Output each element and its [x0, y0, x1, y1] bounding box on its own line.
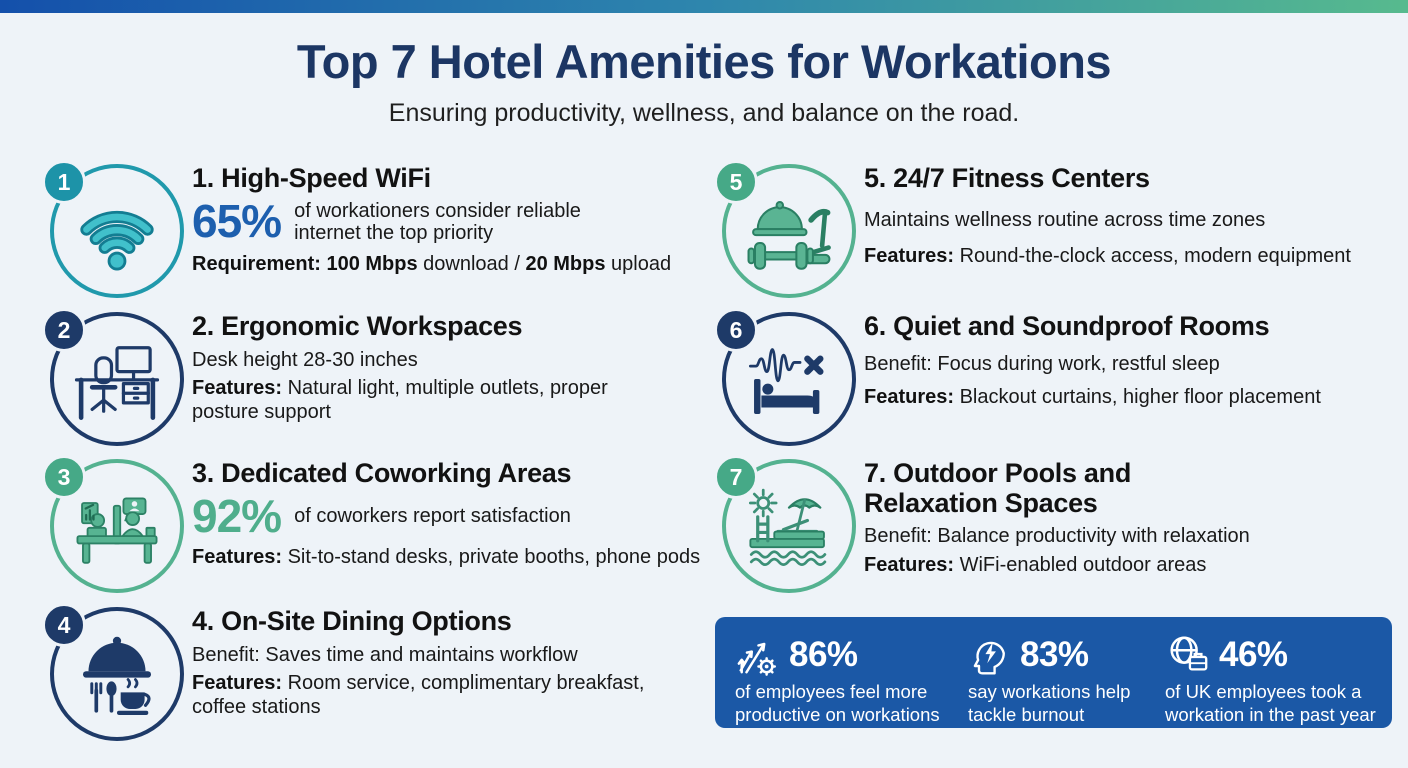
stat-value: 92%	[192, 489, 282, 542]
stat-value: 83%	[1020, 635, 1089, 674]
item-number-badge: 1	[42, 160, 86, 204]
benefit-line: Benefit: Balance productivity with relaxation	[864, 525, 1250, 548]
features-line: Features: Round-the-clock access, modern equipment	[864, 245, 1351, 268]
features-label: Features:	[864, 386, 955, 409]
amenity-title: 3. Dedicated Coworking Areas	[192, 458, 572, 488]
stat-text: say workations help tackle burnout	[968, 681, 1131, 725]
stat-text: of coworkers report satisfaction	[294, 505, 571, 528]
features-label: Features:	[192, 377, 283, 400]
amenity-item-pool	[712, 455, 1250, 581]
features-line: Features: Room service, complimentary breakfast, coffee stations	[192, 672, 645, 719]
item-number-badge: 5	[714, 160, 758, 204]
item-number-badge: 7	[714, 455, 758, 499]
amenity-item-quiet	[712, 308, 1321, 413]
stat-value: 65%	[192, 195, 282, 248]
growth-arrows-gear-icon	[735, 632, 781, 678]
amenity-item-wifi	[40, 160, 671, 280]
item-number-badge: 2	[42, 308, 86, 352]
page-title: Top 7 Hotel Amenities for Workations	[296, 35, 1112, 88]
amenity-title: 5. 24/7 Fitness Centers	[864, 163, 1150, 193]
item-number-badge: 6	[714, 308, 758, 352]
features-label: Features:	[192, 672, 283, 695]
benefit-line: Benefit: Saves time and maintains workflow	[192, 643, 578, 666]
stat-productivity	[735, 632, 968, 725]
stat-text: of workationers consider reliable internet the top priority	[294, 199, 581, 245]
stat-value: 46%	[1219, 635, 1288, 674]
features-label: Features:	[192, 546, 283, 569]
globe-briefcase-icon	[1165, 632, 1211, 678]
features-line: Features: Blackout curtains, higher floor placement	[864, 386, 1321, 409]
stat-burnout	[968, 632, 1165, 725]
features-label: Features:	[864, 245, 955, 268]
stat-text: of employees feel more productive on workations	[735, 681, 940, 725]
stat-value: 86%	[789, 635, 858, 674]
amenity-title: 6. Quiet and Soundproof Rooms	[864, 311, 1270, 341]
amenity-item-fitness	[712, 160, 1351, 272]
amenity-item-dining	[40, 603, 662, 724]
features-line: Features: Natural light, multiple outlets, proper posture support	[192, 377, 608, 424]
amenity-title: 4. On-Site Dining Options	[192, 606, 512, 636]
item-number-badge: 4	[42, 603, 86, 647]
features-label: Features:	[864, 553, 955, 576]
benefit-line: Benefit: Focus during work, restful sleep	[864, 352, 1220, 375]
page-subtitle: Ensuring productivity, wellness, and balance on the road.	[388, 99, 1020, 127]
detail-line: Desk height 28-30 inches	[192, 348, 418, 371]
amenity-title: 1. High-Speed WiFi	[192, 163, 431, 193]
amenity-title: 2. Ergonomic Workspaces	[192, 311, 523, 341]
stat-uk-workation	[1165, 632, 1395, 725]
stat-text: of UK employees took a workation in the past year	[1165, 681, 1376, 725]
features-line: Features: WiFi-enabled outdoor areas	[864, 553, 1207, 576]
detail-line: Maintains wellness routine across time zones	[864, 208, 1266, 231]
amenity-item-coworking	[40, 455, 700, 574]
item-number-badge: 3	[42, 455, 86, 499]
amenity-title: 7. Outdoor Pools and Relaxation Spaces	[864, 458, 1132, 518]
amenity-item-ergonomic	[40, 308, 662, 429]
head-lightning-icon	[968, 633, 1012, 677]
top-gradient-bar	[0, 0, 1408, 13]
stats-bar	[715, 617, 1392, 728]
requirement-line: Requirement: 100 Mbps download / 20 Mbps upload	[192, 252, 672, 275]
features-line: Features: Sit-to-stand desks, private booths, phone pods	[192, 546, 701, 569]
